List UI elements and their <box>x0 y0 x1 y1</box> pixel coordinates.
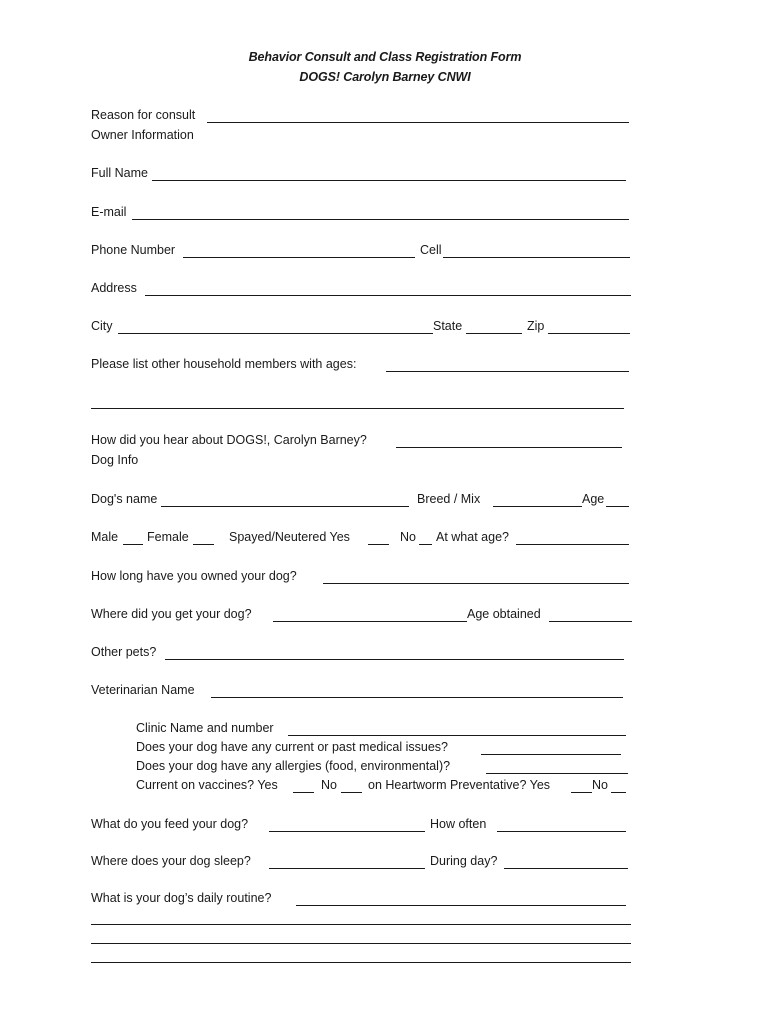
spayed-no-field[interactable] <box>419 544 432 545</box>
address-row <box>91 281 636 297</box>
dog-name-field[interactable] <box>161 506 409 507</box>
where-get-row <box>91 607 636 623</box>
clinic-label: Clinic Name and number <box>136 721 274 735</box>
cell-label: Cell <box>420 243 442 257</box>
allergies-row <box>136 759 631 775</box>
city-row <box>91 319 636 335</box>
medical-label: Does your dog have any current or past medical issues? <box>136 740 448 754</box>
male-field[interactable] <box>123 544 143 545</box>
heartworm-yes-field[interactable] <box>571 792 592 793</box>
routine-row <box>91 891 631 907</box>
referral-label: How did you hear about DOGS!, Carolyn Barney? <box>91 433 367 447</box>
vaccines-label: Current on vaccines? Yes <box>136 778 278 792</box>
routine-label: What is your dog’s daily routine? <box>91 891 272 905</box>
email-row <box>91 205 631 221</box>
routine-field-line-4[interactable] <box>91 962 631 963</box>
other-pets-field[interactable] <box>165 659 624 660</box>
reason-field[interactable] <box>207 122 629 123</box>
female-label: Female <box>147 530 189 544</box>
address-label: Address <box>91 281 137 295</box>
allergies-field[interactable] <box>486 773 628 774</box>
spayed-no-label: No <box>400 530 416 544</box>
feed-field[interactable] <box>269 831 425 832</box>
household-field-line-2[interactable] <box>91 408 624 409</box>
age-obtained-field[interactable] <box>549 621 632 622</box>
city-label: City <box>91 319 113 333</box>
reason-row <box>91 108 631 124</box>
referral-field[interactable] <box>396 447 622 448</box>
zip-label: Zip <box>527 319 545 333</box>
phone-label: Phone Number <box>91 243 176 257</box>
phone-field[interactable] <box>183 257 415 258</box>
state-label: State <box>433 319 463 333</box>
sleep-row <box>91 854 631 870</box>
owned-field[interactable] <box>323 583 629 584</box>
vaccines-yes-field[interactable] <box>293 792 314 793</box>
female-field[interactable] <box>193 544 214 545</box>
zip-field[interactable] <box>548 333 630 334</box>
referral-row <box>91 433 631 449</box>
reason-label: Reason for consult <box>91 108 196 122</box>
vet-label: Veterinarian Name <box>91 683 195 697</box>
dog-section-heading: Dog Info <box>91 453 139 467</box>
spayed-yes-field[interactable] <box>368 544 389 545</box>
breed-field[interactable] <box>493 506 582 507</box>
vaccines-no-label: No <box>321 778 337 792</box>
form-title: Behavior Consult and Class Registration Form <box>248 50 522 64</box>
routine-field-line-3[interactable] <box>91 943 631 944</box>
sleep-label: Where does your dog sleep? <box>91 854 251 868</box>
during-day-field[interactable] <box>504 868 628 869</box>
cell-field[interactable] <box>443 257 630 258</box>
other-pets-label: Other pets? <box>91 645 157 659</box>
medical-field[interactable] <box>481 754 621 755</box>
breed-label: Breed / Mix <box>417 492 481 506</box>
household-field[interactable] <box>386 371 629 372</box>
vet-row <box>91 683 631 699</box>
form-subtitle: DOGS! Carolyn Barney CNWI <box>299 70 471 84</box>
full-name-field[interactable] <box>152 180 626 181</box>
owned-label: How long have you owned your dog? <box>91 569 297 583</box>
state-field[interactable] <box>466 333 522 334</box>
clinic-field[interactable] <box>288 735 626 736</box>
vet-field[interactable] <box>211 697 623 698</box>
email-label: E-mail <box>91 205 127 219</box>
full-name-row <box>91 166 631 182</box>
where-get-label: Where did you get your dog? <box>91 607 252 621</box>
household-row <box>91 357 631 373</box>
routine-field[interactable] <box>296 905 626 906</box>
vaccines-row <box>136 778 631 794</box>
routine-field-line-2[interactable] <box>91 924 631 925</box>
age-label: Age <box>582 492 605 506</box>
at-age-label: At what age? <box>436 530 509 544</box>
during-day-label: During day? <box>430 854 498 868</box>
full-name-label: Full Name <box>91 166 148 180</box>
dog-name-label: Dog's name <box>91 492 158 506</box>
heartworm-no-field[interactable] <box>611 792 626 793</box>
owner-section-heading: Owner Information <box>91 128 194 142</box>
at-age-field[interactable] <box>516 544 629 545</box>
heartworm-label: on Heartworm Preventative? Yes <box>368 778 551 792</box>
vaccines-no-field[interactable] <box>341 792 362 793</box>
sleep-field[interactable] <box>269 868 425 869</box>
address-field[interactable] <box>145 295 631 296</box>
allergies-label: Does your dog have any allergies (food, environmental)? <box>136 759 451 773</box>
where-get-field[interactable] <box>273 621 467 622</box>
how-often-field[interactable] <box>497 831 626 832</box>
email-field[interactable] <box>132 219 629 220</box>
medical-row <box>136 740 631 756</box>
how-often-label: How often <box>430 817 487 831</box>
age-obtained-label: Age obtained <box>467 607 541 621</box>
feed-label: What do you feed your dog? <box>91 817 249 831</box>
dog-name-row <box>91 492 631 508</box>
other-pets-row <box>91 645 631 661</box>
male-label: Male <box>91 530 119 544</box>
clinic-row <box>136 721 631 737</box>
household-label: Please list other household members with ages: <box>91 357 357 371</box>
phone-row <box>91 243 631 259</box>
spayed-label: Spayed/Neutered Yes <box>229 530 350 544</box>
city-field[interactable] <box>118 333 433 334</box>
sex-row <box>91 530 631 546</box>
feed-row <box>91 817 631 833</box>
owned-row <box>91 569 631 585</box>
age-field[interactable] <box>606 506 629 507</box>
heartworm-no-label: No <box>592 778 608 792</box>
